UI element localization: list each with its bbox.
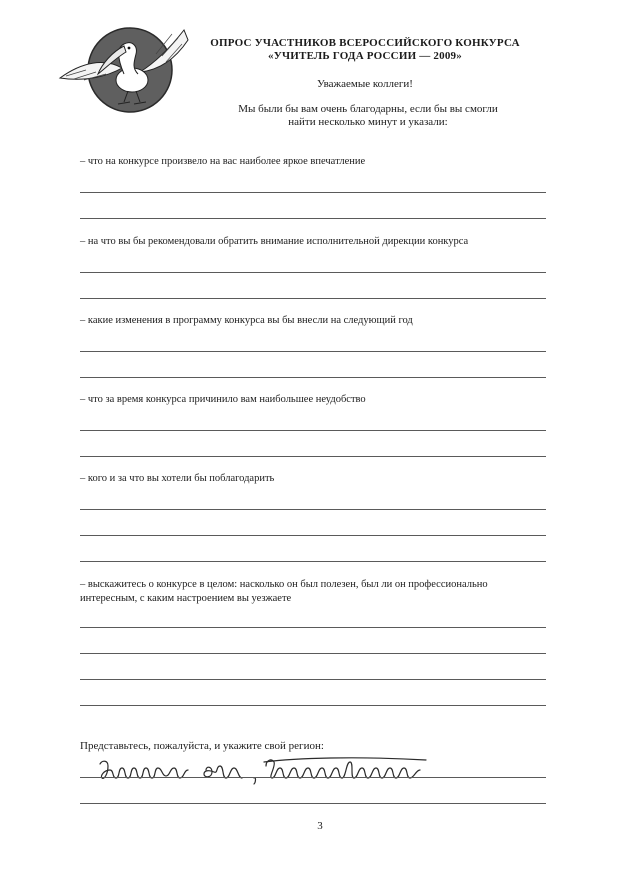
title-line-2: «УЧИТЕЛЬ ГОДА РОССИИ — 2009»	[268, 50, 462, 62]
answer-line[interactable]	[80, 627, 546, 628]
answer-line[interactable]	[80, 679, 546, 680]
question-3: – какие изменения в программу конкурса вы бы внесли на следующий год	[80, 315, 413, 326]
question-5: – кого и за что вы хотели бы поблагодарить	[80, 473, 275, 484]
question-6: – выскажитесь о конкурсе в целом: насколько он был полезен, был ли он профессионально интересным, с каким настроением вы уезжаете	[80, 579, 488, 604]
survey-title	[200, 37, 530, 63]
region-answer-line[interactable]	[80, 803, 546, 804]
answer-line[interactable]	[80, 298, 546, 299]
answer-line[interactable]	[80, 561, 546, 562]
answer-line[interactable]	[80, 456, 546, 457]
answer-line[interactable]	[80, 653, 546, 654]
answer-line[interactable]	[80, 351, 546, 352]
answer-line[interactable]	[80, 218, 546, 219]
question-1: – что на конкурсе произвело на вас наиболее яркое впечатление	[80, 156, 366, 167]
answer-line[interactable]	[80, 272, 546, 273]
region-label: Представьтесь, пожалуйста, и укажите свой регион:	[80, 740, 324, 752]
question-4: – что за время конкурса причинило вам наибольшее неудобство	[80, 394, 366, 405]
title-line-1: ОПРОС УЧАСТНИКОВ ВСЕРОССИЙСКОГО КОНКУРСА	[210, 37, 520, 49]
answer-line[interactable]	[80, 430, 546, 431]
intro-text: Мы были бы вам очень благодарны, если бы вы смогли найти несколько минут и указали:	[238, 103, 498, 128]
greeting: Уважаемые коллеги!	[317, 78, 413, 90]
page-number: 3	[317, 820, 323, 832]
answer-line[interactable]	[80, 192, 546, 193]
pelican-emblem-icon	[52, 18, 202, 118]
answer-line[interactable]	[80, 705, 546, 706]
handwritten-signature	[96, 752, 456, 788]
answer-line[interactable]	[80, 509, 546, 510]
answer-line[interactable]	[80, 535, 546, 536]
answer-line[interactable]	[80, 377, 546, 378]
region-answer-line[interactable]	[80, 777, 546, 778]
question-2: – на что вы бы рекомендовали обратить внимание исполнительной дирекции конкурса	[80, 236, 469, 247]
